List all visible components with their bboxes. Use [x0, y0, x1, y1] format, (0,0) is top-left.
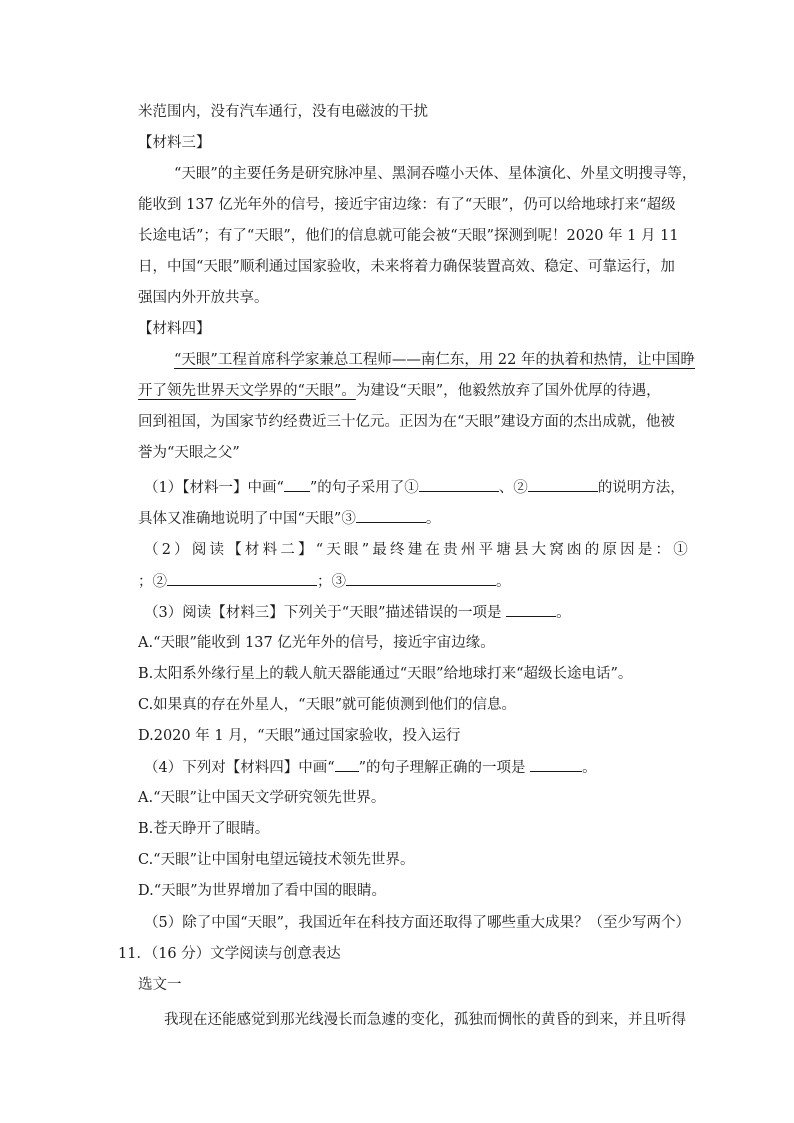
text-span: （3）阅读【材料三】下列关于“天眼”描述错误的一项是	[144, 605, 502, 621]
answer-blank[interactable]	[530, 757, 582, 772]
text-span: ”的句子理解正确的一项是	[358, 760, 526, 776]
text-line: 日，中国“天眼”顺利通过国家验收，未来将着力确保装置高效、稳定、可靠运行，加	[138, 259, 675, 275]
text-span: 。	[425, 511, 441, 527]
option-c: C.“天眼”让中国射电望远镜技术领先世界。	[138, 852, 415, 868]
text-line: 强国内外开放共享。	[138, 290, 269, 306]
text-line	[174, 350, 695, 370]
answer-blank[interactable]	[528, 477, 598, 492]
option-d: D.2020 年 1 月，“天眼”通过国家验收，投入运行	[138, 728, 461, 744]
section-heading-material-4: 【材料四】	[138, 321, 211, 337]
section-heading-material-3: 【材料三】	[138, 135, 211, 151]
text-span: 为建设“天眼”，他毅然放弃了国外优厚的待遇，	[355, 383, 661, 399]
text-span: ；③	[317, 574, 346, 590]
text-line: 誉为“天眼之父”	[138, 445, 240, 461]
answer-blank[interactable]	[356, 508, 426, 523]
option-a: A.“天眼”能收到 137 亿光年外的信号，接近宇宙边缘。	[138, 635, 495, 651]
option-c: C.如果真的存在外星人，“天眼”就可能侦测到他们的信息。	[138, 697, 517, 713]
answer-blank[interactable]	[167, 571, 317, 586]
section-11-heading: 11．（16 分）文学阅读与创意表达	[118, 946, 341, 962]
text-span: ；②	[138, 574, 167, 590]
option-a: A.“天眼”让中国天文学研究领先世界。	[138, 790, 386, 806]
text-span: 。	[556, 605, 571, 621]
text-span: （4）下列对【材料四】中画“	[144, 760, 335, 776]
answer-blank[interactable]	[284, 477, 310, 492]
text-line: 能收到 137 亿光年外的信号，接近宇宙边缘：有了“天眼”，仍可以给地球打来“超级	[138, 197, 676, 213]
text-line: 米范围内，没有汽车通行，没有电磁波的干扰	[138, 104, 428, 120]
subsection-heading: 选文一	[138, 977, 182, 993]
text-span: ”的句子采用了①	[309, 480, 419, 496]
option-b: B.苍天睁开了眼睛。	[138, 821, 270, 837]
question-3	[144, 602, 571, 623]
question-5: （5）除了中国“天眼”，我国近年在科技方面还取得了哪些重大成果？（至少写两个）	[144, 915, 691, 931]
text-span: （1）【材料一】中画“	[144, 480, 284, 496]
question-1	[144, 477, 685, 498]
underlined-sentence: 开了领先世界天文学界的“天眼”。	[138, 383, 356, 399]
question-4	[144, 757, 597, 778]
text-line: “天眼”的主要任务是研究脉冲星、黑洞吞噬小天体、星体演化、外星文明搜寻等，	[174, 166, 697, 182]
option-d: D.“天眼”为世界增加了看中国的眼睛。	[138, 883, 387, 899]
question-2-cont	[138, 571, 511, 592]
option-b: B.太阳系外缘行星上的载人航天器能通过“天眼”给地球打来“超级长途电话”。	[138, 666, 633, 682]
text-span: 具体又准确地说明了中国“天眼”③	[138, 511, 356, 527]
text-span: 。	[582, 760, 597, 776]
text-line: 回到祖国，为国家节约经费近三十亿元。正因为在“天眼”建设方面的杰出成就，他被	[138, 414, 675, 430]
answer-blank[interactable]	[419, 477, 499, 492]
question-1-cont	[138, 508, 440, 529]
answer-blank[interactable]	[335, 757, 359, 772]
answer-blank[interactable]	[346, 571, 496, 586]
text-line: 我现在还能感觉到那光线漫长而急遽的变化，孤独而惆怅的黄昏的到来，并且听得	[164, 1012, 686, 1028]
text-line	[138, 381, 661, 401]
text-span: 。	[496, 574, 511, 590]
underlined-sentence: “天眼”工程首席科学家兼总工程师——南仁东，用 22 年的执着和热情，让中国睁	[174, 352, 695, 368]
text-span: 、②	[498, 480, 528, 496]
text-span: 的说明方法，	[597, 480, 685, 496]
question-2: （2）阅读【材料二】“天眼”最终建在贵州平塘县大窝凼的原因是：①	[144, 542, 691, 558]
answer-blank[interactable]	[506, 602, 556, 617]
text-line: 长途电话”；有了“天眼”，他们的信息就可能会被“天眼”探测到呢！2020 年 1 月 11	[138, 228, 679, 244]
